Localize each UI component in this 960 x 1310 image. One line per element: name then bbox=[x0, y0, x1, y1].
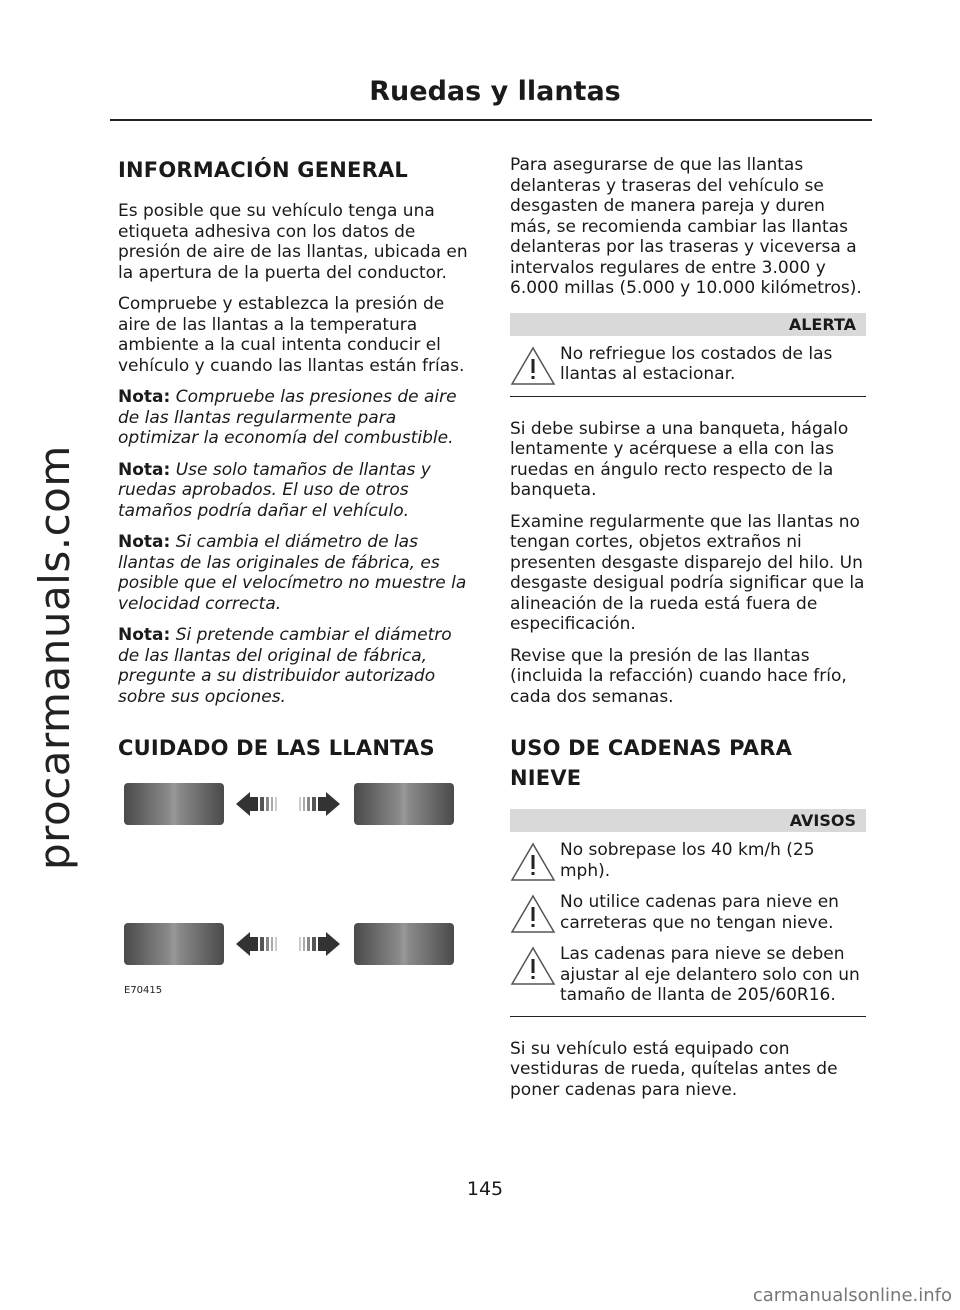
warning-item bbox=[510, 840, 866, 882]
tire-image bbox=[124, 783, 224, 825]
double-arrow-icon bbox=[236, 929, 340, 959]
warning-triangle-icon bbox=[510, 346, 556, 386]
alert-text: No refriegue los costados de las llantas al estacionar. bbox=[560, 343, 833, 384]
note-label: Nota: bbox=[118, 532, 171, 552]
divider bbox=[510, 1016, 866, 1017]
note-text: Compruebe las presiones de aire de las llantas regularmente para optimizar la economía del combustible. bbox=[118, 387, 457, 448]
tire-image bbox=[124, 923, 224, 965]
warning-triangle-icon bbox=[510, 842, 556, 882]
note bbox=[118, 625, 474, 707]
warning-item bbox=[510, 892, 866, 934]
figure-code: E70415 bbox=[124, 985, 163, 996]
warning-triangle-icon bbox=[510, 894, 556, 934]
left-column bbox=[118, 155, 474, 1041]
paragraph: Examine regularmente que las llantas no tengan cortes, objetos extraños ni presenten desgaste disparejo del hilo. Un desgaste desigual podría significar que la alineación de la rueda está fuera de especificación. bbox=[510, 511, 865, 634]
section-heading-snow-chains: USO DE CADENAS PARA NIEVE bbox=[510, 736, 793, 790]
paragraph: Si debe subirse a una banqueta, hágalo lentamente y acérquese a ella con las ruedas en ángulo recto respecto de la banqueta. bbox=[510, 418, 849, 500]
divider bbox=[510, 396, 866, 397]
note-label: Nota: bbox=[118, 625, 171, 645]
section-heading-tire-care: CUIDADO DE LAS LLANTAS bbox=[118, 736, 435, 760]
note-label: Nota: bbox=[118, 387, 171, 407]
paragraph: Revise que la presión de las llantas (incluida la refacción) cuando hace frío, cada dos semanas. bbox=[510, 645, 847, 707]
right-column bbox=[510, 155, 866, 1111]
tire-rotation-figure bbox=[124, 781, 464, 1041]
header-divider bbox=[110, 119, 872, 121]
note-label: Nota: bbox=[118, 459, 171, 480]
warning-text: Las cadenas para nieve se deben ajustar al eje delantero solo con un tamaño de llanta de 205/60R16. bbox=[560, 944, 860, 1005]
paragraph: Es posible que su vehículo tenga una etiqueta adhesiva con los datos de presión de aire de las llantas, ubicada en la apertura de la puerta del conductor. bbox=[118, 201, 468, 283]
section-heading-general-info: INFORMACIÓN GENERAL bbox=[118, 158, 408, 182]
warning-text: No sobrepase los 40 km/h (25 mph). bbox=[560, 840, 815, 881]
paragraph: Compruebe y establezca la presión de aire de las llantas a la temperatura ambiente a la cual intenta conducir el vehículo y cuando las llantas están frías. bbox=[118, 294, 465, 376]
note-text: Si pretende cambiar el diámetro de las llantas del original de fábrica, pregunte a su distribuidor autorizado sobre sus opciones. bbox=[118, 625, 452, 707]
alert-banner: ALERTA bbox=[510, 313, 866, 336]
note-text: Si cambia el diámetro de las llantas de las originales de fábrica, es posible que el velocímetro no muestre la velocidad correcta. bbox=[118, 532, 467, 614]
warning-text: No utilice cadenas para nieve en carreteras que no tengan nieve. bbox=[560, 892, 839, 933]
warning-triangle-icon bbox=[510, 946, 556, 986]
double-arrow-icon bbox=[236, 789, 340, 819]
note bbox=[118, 532, 474, 614]
note bbox=[118, 460, 474, 522]
note-text: Use solo tamaños de llantas y ruedas aprobados. El uso de otros tamaños podría dañar el vehículo. bbox=[118, 459, 431, 521]
warnings-banner: AVISOS bbox=[510, 809, 866, 832]
page-number: 145 bbox=[466, 1178, 504, 1200]
warning-item bbox=[510, 944, 866, 1006]
paragraph: Si su vehículo está equipado con vestiduras de rueda, quítelas antes de poner cadenas para nieve. bbox=[510, 1038, 838, 1100]
page-title: Ruedas y llantas bbox=[369, 76, 621, 107]
footer-watermark: carmanualsonline.info bbox=[752, 1285, 952, 1306]
tire-image bbox=[354, 783, 454, 825]
alert-item bbox=[510, 344, 866, 386]
note bbox=[118, 387, 474, 449]
paragraph: Para asegurarse de que las llantas delanteras y traseras del vehículo se desgasten de manera pareja y duren más, se recomienda cambiar las llantas delanteras por las traseras y viceversa a intervalos regulares de entre 3.000 y 6.000 millas (5.000 y 10.000 kilómetros). bbox=[510, 155, 862, 298]
side-watermark: procarmanuals.com bbox=[30, 445, 79, 870]
tire-image bbox=[354, 923, 454, 965]
